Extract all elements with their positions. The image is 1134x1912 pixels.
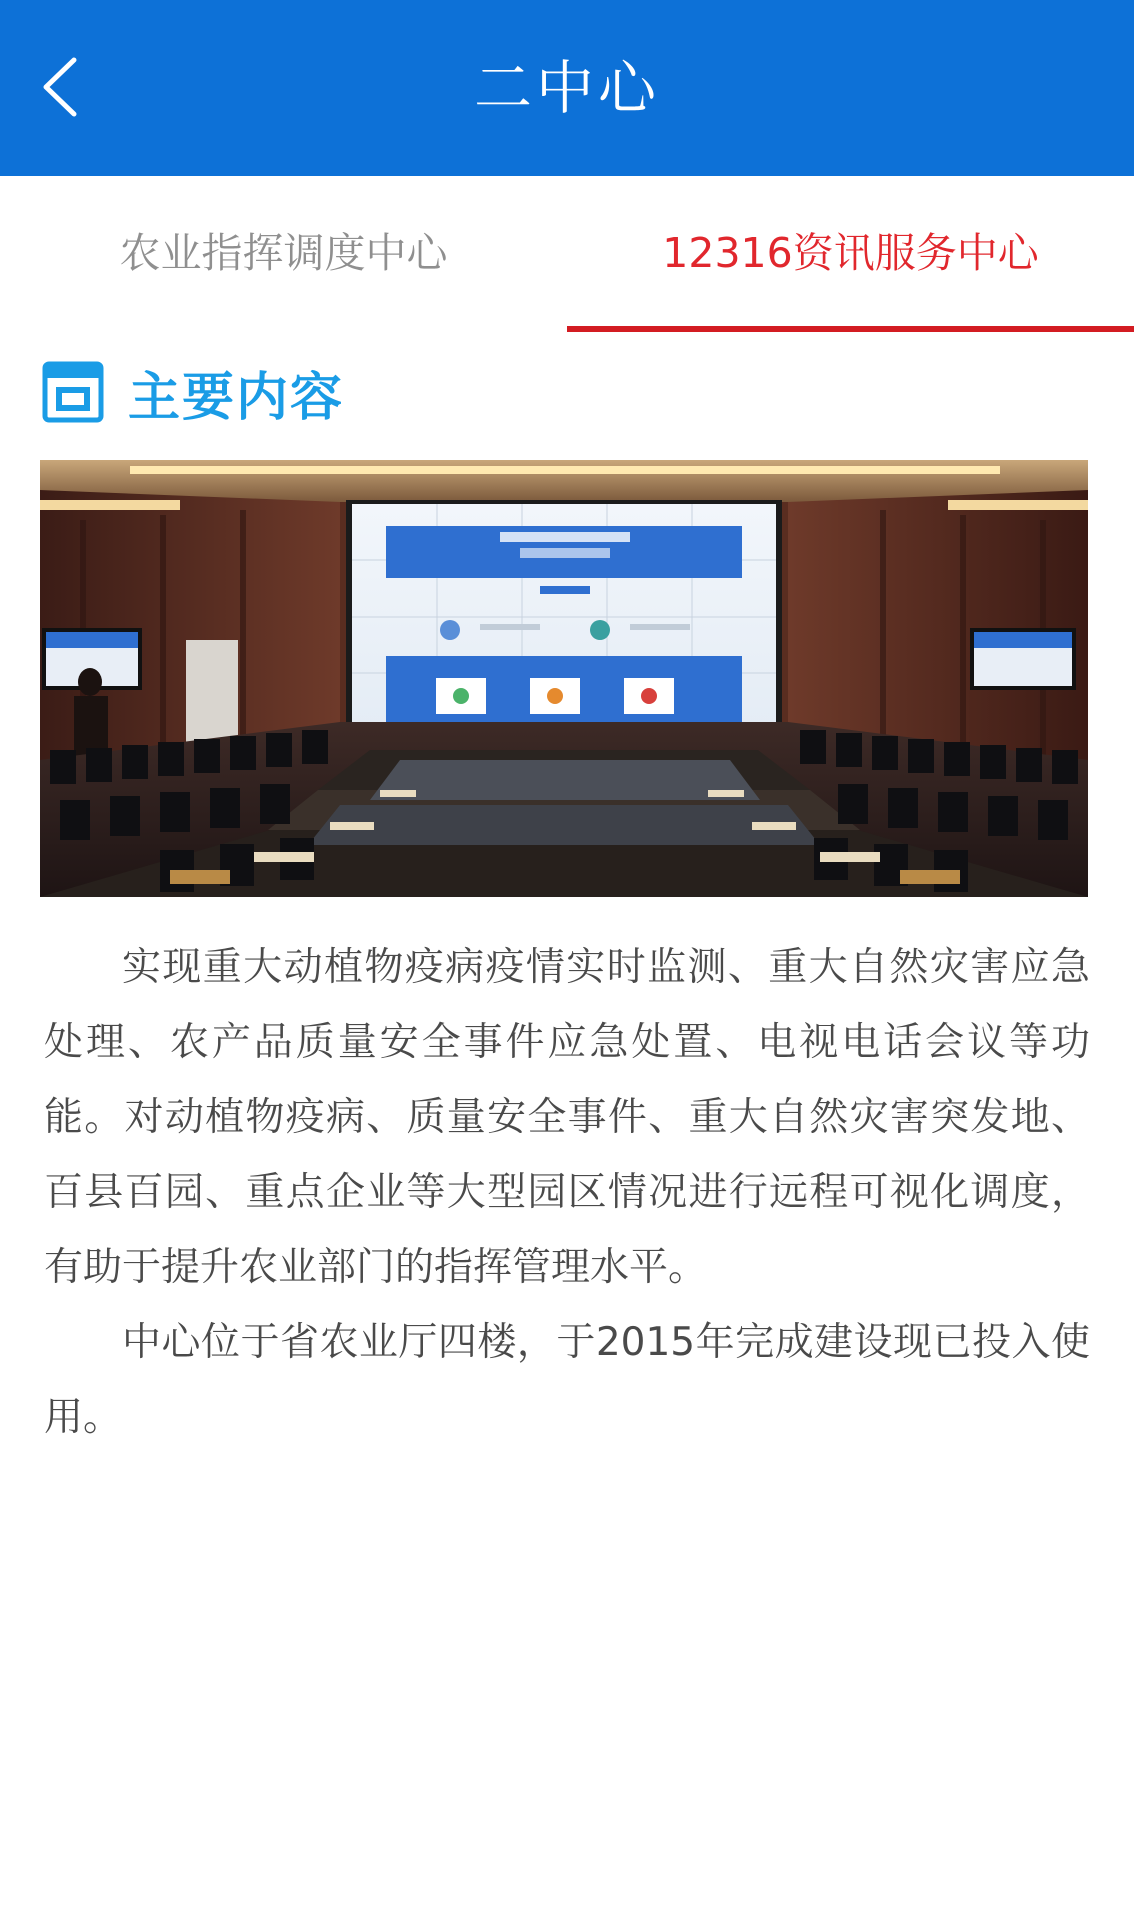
tab-bar (0, 176, 1134, 336)
conference-room-photo (40, 460, 1088, 897)
content-paragraph: 实现重大动植物疫病疫情实时监测、重大自然灾害应急处理、农产品质量安全事件应急处置、电视电话会议等功能。对动植物疫病、质量安全事件、重大自然灾害突发地、百县百园、重点企业等大型园区情况进行远程可视化调度，有助于提升农业部门的指挥管理水平。 (44, 945, 1090, 1290)
app-header (0, 0, 1134, 176)
active-tab-indicator (567, 326, 1134, 332)
tab-agri-command-center[interactable]: 农业指挥调度中心 (119, 229, 448, 277)
article-content (44, 930, 1090, 1455)
page-title: 二中心 (473, 54, 660, 122)
tab-12316-info-center[interactable]: 12316资讯服务中心 (662, 229, 1039, 277)
section-heading (42, 356, 344, 428)
section-title: 主要内容 (128, 367, 345, 428)
calendar-icon (42, 361, 104, 423)
content-paragraph: 中心位于省农业厅四楼，于2015年完成建设现已投入使用。 (44, 1320, 1090, 1440)
